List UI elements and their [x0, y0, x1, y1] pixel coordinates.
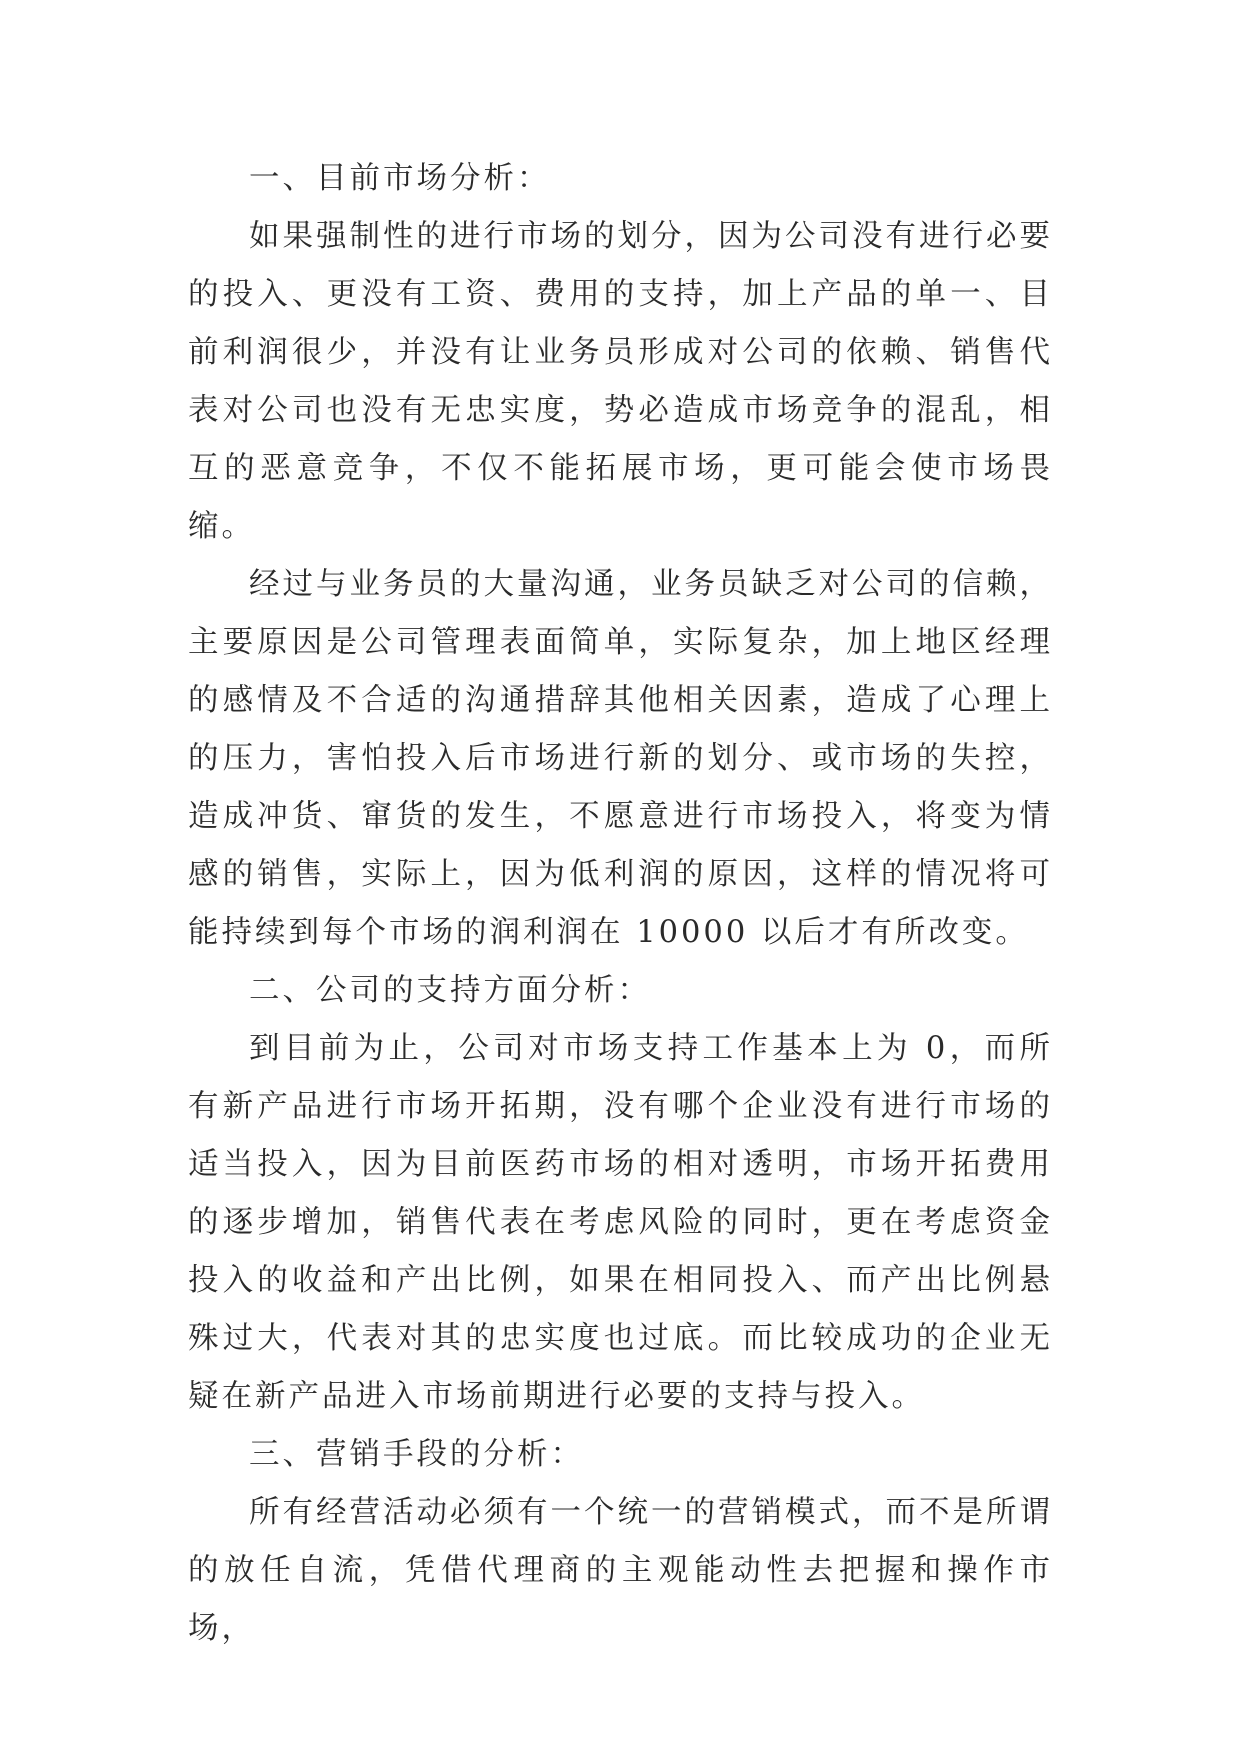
paragraph-support-analysis: 到目前为止，公司对市场支持工作基本上为 0，而所有新产品进行市场开拓期，没有哪个企业没有进行市场的适当投入，因为目前医药市场的相对透明，市场开拓费用的逐步增加，销售代表在考虑风险的同时，更在考虑资金投入的收益和产出比例，如果在相同投入、而产出比例悬殊过大，代表对其的忠实度也过底。而比较成功的企业无疑在新产品进入市场前期进行必要的支持与投入。 — [188, 1031, 1053, 1414]
paragraph-salesperson-trust: 经过与业务员的大量沟通，业务员缺乏对公司的信赖，主要原因是公司管理表面简单，实际复杂，加上地区经理的感情及不合适的沟通措辞其他相关因素，造成了心理上的压力，害怕投入后市场进行新的划分、或市场的失控，造成冲货、窜货的发生，不愿意进行市场投入，将变为情感的销售，实际上，因为低利润的原因，这样的情况将可能持续到每个市场的润利润在 10000 以后才有所改变。 — [188, 567, 1053, 950]
section-heading-company-support: 二、公司的支持方面分析： — [249, 973, 651, 1008]
section-heading-market-analysis: 一、目前市场分析： — [249, 161, 551, 196]
document-body — [188, 150, 1053, 1658]
section-heading-marketing-methods: 三、营销手段的分析： — [249, 1437, 584, 1472]
paragraph-marketing-model: 所有经营活动必须有一个统一的营销模式，而不是所谓的放任自流，凭借代理商的主观能动性去把握和操作市场， — [188, 1495, 1053, 1646]
paragraph-market-division: 如果强制性的进行市场的划分，因为公司没有进行必要的投入、更没有工资、费用的支持，加上产品的单一、目前利润很少，并没有让业务员形成对公司的依赖、销售代表对公司也没有无忠实度，势必造成市场竞争的混乱，相互的恶意竞争，不仅不能拓展市场，更可能会使市场畏缩。 — [188, 219, 1053, 544]
